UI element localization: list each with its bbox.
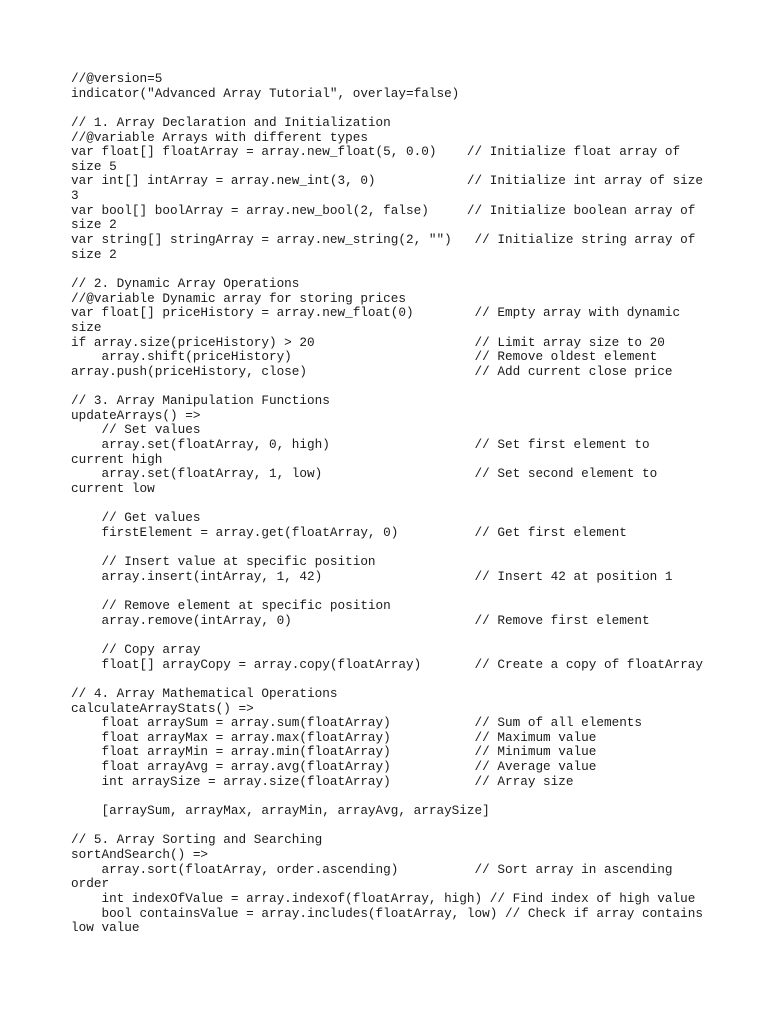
code-block	[71, 72, 711, 936]
code-line: var string[] stringArray = array.new_string(2, "") // Initialize string array of	[71, 232, 696, 248]
code-line: bool containsValue = array.includes(floatArray, low) // Check if array contains	[71, 905, 703, 921]
code-line: array.remove(intArray, 0) // Remove first element	[71, 612, 650, 628]
code-line: size	[71, 319, 102, 335]
code-line: current high	[71, 451, 163, 467]
code-line: float[] arrayCopy = array.copy(floatArray) // Create a copy of floatArray	[71, 656, 703, 672]
code-line: int indexOfValue = array.indexof(floatArray, high) // Find index of high value	[71, 890, 696, 906]
code-line: order	[71, 876, 110, 892]
code-line: // Insert value at specific position	[71, 554, 376, 570]
code-line: var bool[] boolArray = array.new_bool(2, false) // Initialize boolean array of	[71, 202, 696, 218]
code-line: [arraySum, arrayMax, arrayMin, arrayAvg, arraySize]	[71, 803, 490, 819]
code-line: array.set(floatArray, 0, high) // Set first element to	[71, 437, 650, 453]
code-line: int arraySize = array.size(floatArray) // Array size	[71, 773, 574, 789]
code-line: // Set values	[71, 422, 201, 438]
code-line: float arrayMin = array.min(floatArray) // Minimum value	[71, 744, 597, 760]
code-line: // 3. Array Manipulation Functions	[71, 393, 330, 409]
code-line	[71, 819, 711, 834]
code-line: sortAndSearch() =>	[71, 846, 209, 862]
code-line: float arrayAvg = array.avg(floatArray) // Average value	[71, 759, 597, 775]
code-line	[71, 789, 711, 804]
code-line: array.set(floatArray, 1, low) // Set second element to	[71, 466, 658, 482]
code-line	[71, 628, 711, 643]
code-line: array.insert(intArray, 1, 42) // Insert 42 at position 1	[71, 568, 673, 584]
code-line: array.shift(priceHistory) // Remove oldest element	[71, 349, 658, 365]
code-line: // Get values	[71, 510, 201, 526]
code-line: float arraySum = array.sum(floatArray) // Sum of all elements	[71, 715, 643, 731]
code-line: // 2. Dynamic Array Operations	[71, 275, 300, 291]
code-line: size 5	[71, 158, 117, 174]
code-line: var float[] priceHistory = array.new_float(0) // Empty array with dynamic	[71, 305, 681, 321]
code-line: array.push(priceHistory, close) // Add current close price	[71, 363, 673, 379]
code-line: var int[] intArray = array.new_int(3, 0) // Initialize int array of size	[71, 173, 703, 189]
code-line: float arrayMax = array.max(floatArray) // Maximum value	[71, 729, 597, 745]
code-line	[71, 497, 711, 512]
code-line: array.sort(floatArray, order.ascending) // Sort array in ascending	[71, 861, 673, 877]
code-line: // 4. Array Mathematical Operations	[71, 685, 338, 701]
code-line	[71, 541, 711, 556]
code-line	[71, 262, 711, 277]
code-line: //@version=5	[71, 71, 163, 86]
code-line: var float[] floatArray = array.new_float(5, 0.0) // Initialize float array of	[71, 144, 681, 160]
code-line: size 2	[71, 246, 117, 262]
code-line: 3	[71, 188, 79, 204]
code-line: calculateArrayStats() =>	[71, 700, 254, 716]
code-line: low value	[71, 920, 140, 936]
code-line: firstElement = array.get(floatArray, 0) // Get first element	[71, 524, 627, 540]
code-line: updateArrays() =>	[71, 407, 201, 423]
code-line: // 5. Array Sorting and Searching	[71, 832, 323, 848]
code-line	[71, 101, 711, 116]
code-line: if array.size(priceHistory) > 20 // Limit array size to 20	[71, 334, 665, 350]
code-line: current low	[71, 480, 155, 496]
code-line: // 1. Array Declaration and Initialization	[71, 114, 391, 130]
code-line: //@variable Dynamic array for storing prices	[71, 290, 407, 306]
code-line	[71, 584, 711, 599]
code-line	[71, 379, 711, 394]
code-line: size 2	[71, 217, 117, 233]
code-line: //@variable Arrays with different types	[71, 129, 368, 145]
code-line: // Copy array	[71, 641, 201, 657]
code-line: indicator("Advanced Array Tutorial", overlay=false)	[71, 85, 460, 101]
code-line	[71, 672, 711, 687]
code-line: // Remove element at specific position	[71, 598, 391, 614]
